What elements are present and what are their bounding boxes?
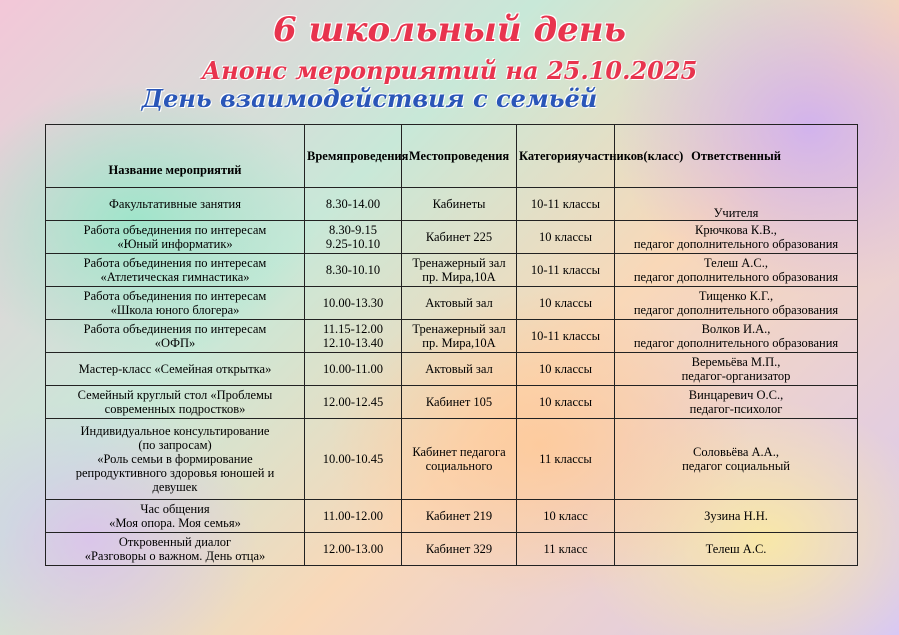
cell-place: Кабинеты [402,188,517,221]
cell-place: Кабинет 225 [402,221,517,254]
cell-category: 10-11 классы [517,320,615,353]
cell-time: 8.30-10.10 [305,254,402,287]
cell-category: 11 класс [517,533,615,566]
cell-responsible: Телеш А.С. [615,533,858,566]
cell-time: 12.00-13.00 [305,533,402,566]
cell-responsible: Веремьёва М.П., педагог-организатор [615,353,858,386]
cell-responsible: Волков И.А., педагог дополнительного образования [615,320,858,353]
column-header-place: Местопроведения [402,125,517,188]
events-table [45,124,858,566]
table-row [46,353,858,386]
table-row [46,419,858,500]
cell-event-name: Индивидуальное консультирование (по запросам) «Роль семьи в формирование репродуктивного здоровья юношей и девушек [46,419,305,500]
cell-category: 10 классы [517,353,615,386]
table-row [46,320,858,353]
table-row [46,221,858,254]
cell-event-name: Мастер-класс «Семейная открытка» [46,353,305,386]
cell-event-name: Факультативные занятия [46,188,305,221]
column-header-name: Название мероприятий [46,125,305,188]
cell-responsible: Винцаревич О.С., педагог-психолог [615,386,858,419]
cell-event-name: Час общения «Моя опора. Моя семья» [46,500,305,533]
cell-place: Кабинет 219 [402,500,517,533]
cell-event-name: Семейный круглый стол «Проблемы современных подростков» [46,386,305,419]
cell-place: Тренажерный зал пр. Мира,10А [402,320,517,353]
cell-category: 10 класс [517,500,615,533]
announcement-subtitle: Анонс мероприятий на 25.10.2025 [201,56,698,85]
cell-category: 10-11 классы [517,254,615,287]
cell-responsible: Телеш А.С., педагог дополнительного образования [615,254,858,287]
table-row [46,188,858,221]
column-header-category: Категорияучастников(класс) [517,125,615,188]
cell-responsible: Крючкова К.В., педагог дополнительного образования [615,221,858,254]
cell-responsible: Соловьёва А.А., педагог социальный [615,419,858,500]
cell-time: 12.00-12.45 [305,386,402,419]
cell-event-name: Работа объединения по интересам «Юный информатик» [46,221,305,254]
cell-place: Кабинет 105 [402,386,517,419]
table-row [46,254,858,287]
table-header-row [46,125,858,188]
cell-event-name: Работа объединения по интересам «ОФП» [46,320,305,353]
page-title: 6 школьный день [273,10,626,50]
cell-time: 8.30-14.00 [305,188,402,221]
cell-place: Кабинет 329 [402,533,517,566]
cell-place: Кабинет педагога социального [402,419,517,500]
cell-place: Актовый зал [402,353,517,386]
table-row [46,386,858,419]
cell-time: 10.00-10.45 [305,419,402,500]
cell-responsible: Тищенко К.Г., педагог дополнительного образования [615,287,858,320]
cell-event-name: Работа объединения по интересам «Школа юного блогера» [46,287,305,320]
column-header-responsible: Ответственный [615,125,858,188]
cell-time: 10.00-11.00 [305,353,402,386]
cell-category: 10 классы [517,287,615,320]
cell-time: 11.15-12.00 12.10-13.40 [305,320,402,353]
cell-category: 10-11 классы [517,188,615,221]
table-row [46,287,858,320]
cell-category: 11 классы [517,419,615,500]
cell-time: 10.00-13.30 [305,287,402,320]
cell-category: 10 классы [517,221,615,254]
cell-time: 11.00-12.00 [305,500,402,533]
table-row [46,533,858,566]
cell-time: 8.30-9.15 9.25-10.10 [305,221,402,254]
table-row [46,500,858,533]
cell-place: Актовый зал [402,287,517,320]
day-theme: День взаимодействия с семьёй [141,84,598,113]
cell-event-name: Откровенный диалог «Разговоры о важном. День отца» [46,533,305,566]
cell-responsible: Учителя [615,188,858,221]
cell-responsible: Зузина Н.Н. [615,500,858,533]
cell-place: Тренажерный зал пр. Мира,10А [402,254,517,287]
column-header-time: Времяпроведения [305,125,402,188]
cell-event-name: Работа объединения по интересам «Атлетическая гимнастика» [46,254,305,287]
cell-category: 10 классы [517,386,615,419]
